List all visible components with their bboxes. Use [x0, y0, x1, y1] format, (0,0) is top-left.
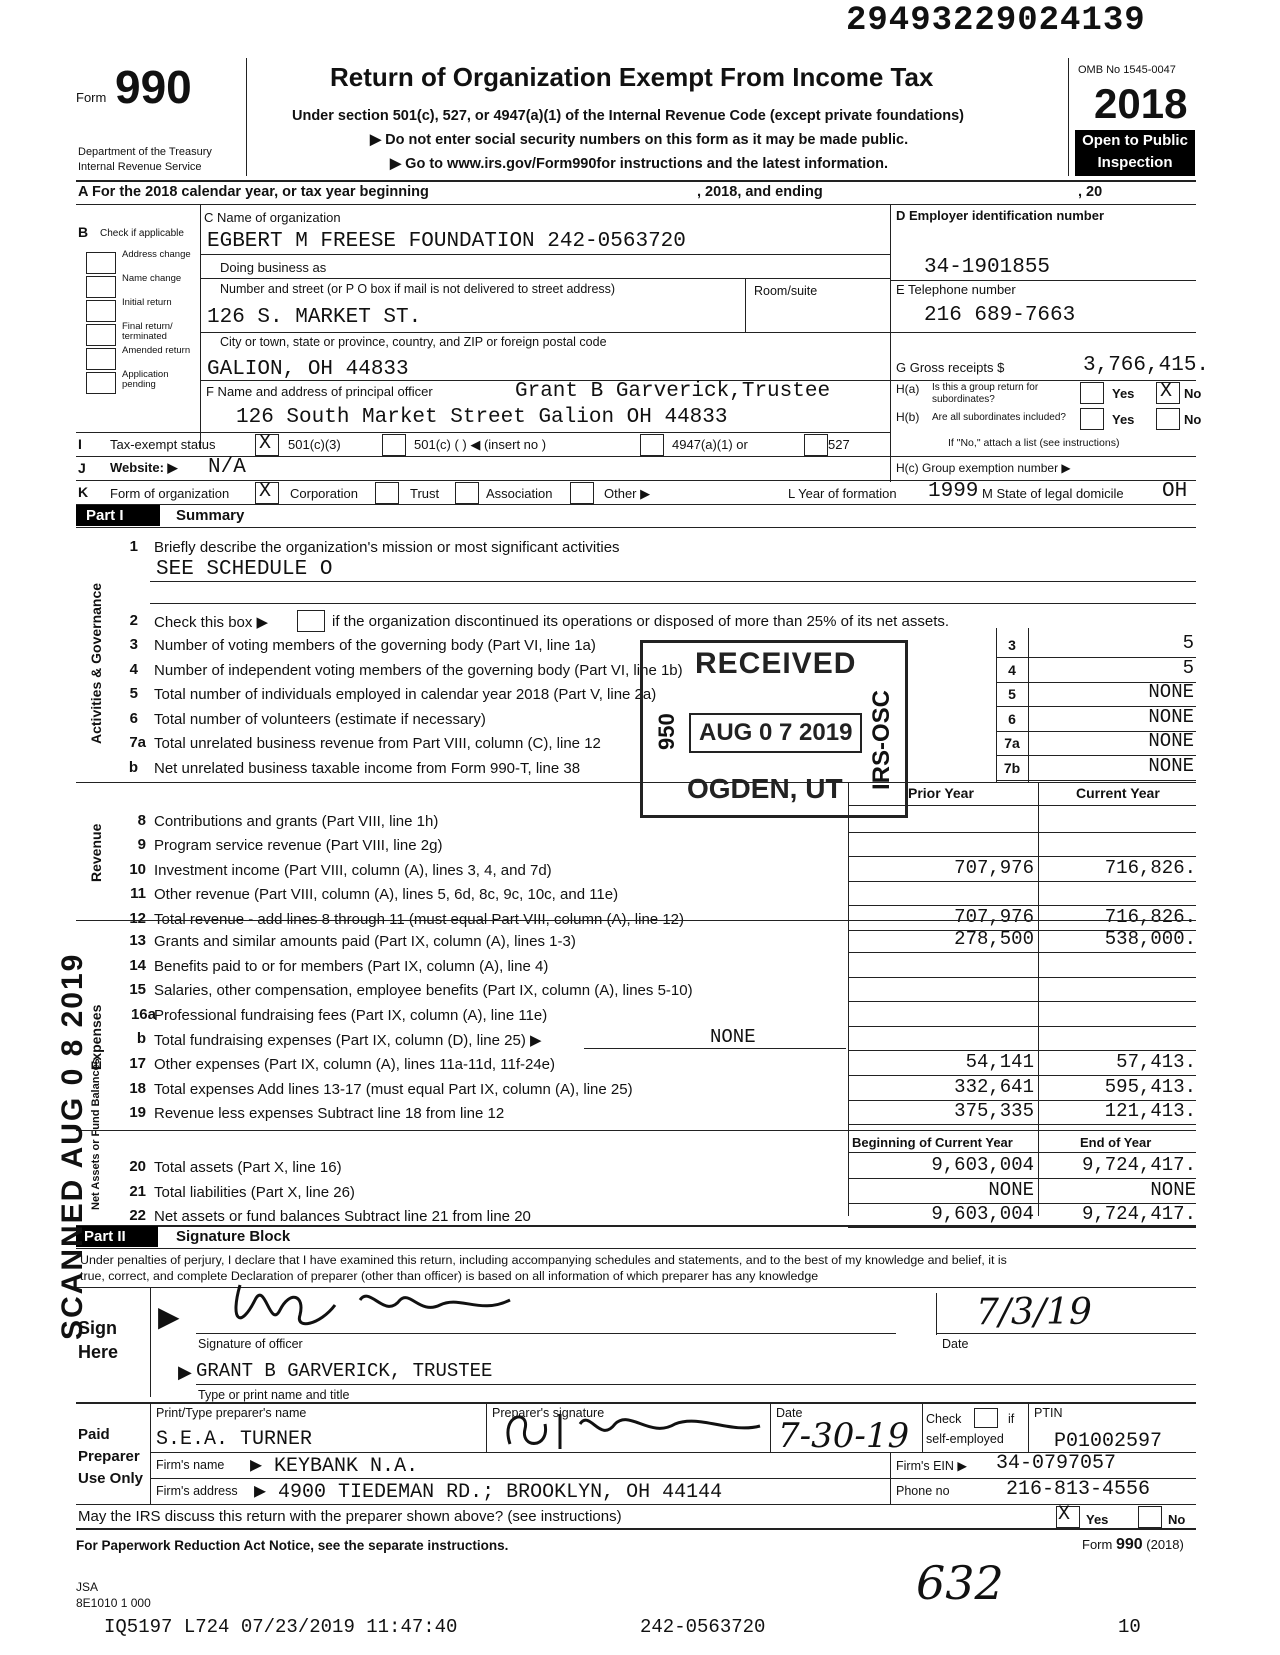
org-name: EGBERT M FREESE FOUNDATION 242-0563720	[207, 230, 686, 253]
other-label: Other ▶	[604, 486, 651, 501]
line-number: 17	[129, 1055, 146, 1072]
firm-address-label: Firm's address	[156, 1484, 238, 1498]
line2-number: 2	[129, 612, 138, 629]
self-employed-checkbox[interactable]	[974, 1408, 998, 1428]
gross-receipts-value: 3,766,415.	[1083, 354, 1210, 377]
year-formation-value: 1999	[928, 480, 979, 503]
jsa-label: JSA	[76, 1580, 99, 1594]
group-exemption-label: H(c) Group exemption number ▶	[896, 461, 1071, 475]
preparer-signature	[490, 1404, 770, 1454]
preparer-date: 7-30-19	[778, 1416, 910, 1456]
current-year-value: NONE	[1150, 1179, 1196, 1201]
signature-date: 7/3/19	[976, 1292, 1092, 1333]
line-number: 21	[129, 1183, 146, 1200]
line-text: Total fundraising expenses (Part IX, column (D), line 25) ▶	[154, 1032, 542, 1049]
current-year-value: 595,413.	[1104, 1076, 1196, 1098]
section-b-option: Application pending	[122, 369, 169, 390]
line-text: Number of independent voting members of the governing body (Part VI, line 1b)	[154, 662, 683, 679]
preparer-signature-label: Preparer's signature	[492, 1406, 605, 1420]
line-text: Net assets or fund balances Subtract line 21 from line 20	[154, 1208, 531, 1225]
phone-value: 216 689-7663	[924, 304, 1076, 327]
preparer-ptin: P01002597	[1054, 1430, 1163, 1453]
current-year-value: 716,826.	[1104, 906, 1196, 928]
website-value: N/A	[208, 456, 246, 479]
irs-label: Internal Revenue Service	[78, 161, 202, 173]
trust-label: Trust	[410, 486, 440, 501]
street-label: Number and street (or P O box if mail is not delivered to street address)	[220, 282, 616, 296]
self-employed-label: self-employed	[926, 1432, 1004, 1446]
city-label: City or town, state or province, country, and ZIP or foreign postal code	[220, 335, 607, 349]
section-b-option: Name change	[122, 273, 182, 284]
instructions-link: ▶ Go to www.irs.gov/Form990for instructions and the latest information.	[390, 156, 889, 172]
principal-officer-name: Grant B Garverick,Trustee	[515, 380, 831, 403]
prior-year-value: 332,641	[954, 1076, 1034, 1098]
signature-officer-label: Signature of officer	[198, 1337, 303, 1351]
prior-year-value: 707,976	[954, 906, 1034, 928]
row-divider	[848, 832, 1196, 833]
inline-underline	[584, 1048, 846, 1049]
side-label-revenue: Revenue	[88, 823, 104, 882]
firm-name: ▶ KEYBANK N.A.	[250, 1455, 419, 1478]
line-number: 19	[129, 1104, 146, 1121]
officer-name-title: GRANT B GARVERICK, TRUSTEE	[196, 1360, 493, 1382]
hb-no-box[interactable]	[1156, 408, 1180, 430]
side-label-net-assets: Net Assets or Fund Balances	[90, 1058, 102, 1210]
line-text: Contributions and grants (Part VIII, line 1h)	[154, 813, 439, 830]
form-number: 990	[115, 61, 192, 113]
ha-no-mark: X	[1160, 380, 1173, 403]
line-text: Total assets (Part X, line 16)	[154, 1159, 342, 1176]
line-text: Grants and similar amounts paid (Part IX, column (A), lines 1-3)	[154, 933, 576, 950]
line-text: Benefits paid to or for members (Part IX, column (A), line 4)	[154, 958, 549, 975]
corporation-mark: X	[259, 480, 272, 503]
row-a-text: A For the 2018 calendar year, or tax year beginning	[78, 184, 429, 200]
sign-arrow-icon: ▶	[158, 1301, 180, 1332]
org-name-label: C Name of organization	[204, 210, 341, 225]
preparer-name-label: Print/Type preparer's name	[156, 1406, 307, 1420]
status-527-label: 527	[828, 437, 850, 452]
box-column-divider	[996, 628, 997, 782]
line-value: NONE	[1148, 681, 1194, 703]
ha-yes-box[interactable]	[1080, 382, 1104, 404]
legal-domicile-value: OH	[1162, 480, 1188, 503]
discuss-no-box[interactable]	[1138, 1506, 1162, 1528]
phone-label: E Telephone number	[896, 282, 1016, 297]
line-number: 3	[129, 636, 138, 653]
current-year-value: 121,413.	[1104, 1100, 1196, 1122]
tax-year: 2018	[1094, 80, 1188, 127]
paperwork-notice: For Paperwork Reduction Act Notice, see the separate instructions.	[76, 1538, 509, 1553]
current-year-header: Current Year	[1076, 785, 1160, 801]
legal-domicile-label: M State of legal domicile	[982, 486, 1124, 501]
preparer-name: S.E.A. TURNER	[156, 1428, 313, 1451]
line1-value: SEE SCHEDULE O	[156, 558, 333, 581]
side-label-expenses: Expenses	[88, 1004, 104, 1070]
firm-name-label: Firm's name	[156, 1458, 225, 1472]
line-number: 13	[129, 932, 146, 949]
form-reference: Form 990 (2018)	[1082, 1536, 1184, 1553]
line-text: Program service revenue (Part VIII, line 2g)	[154, 837, 443, 854]
line-number: 22	[129, 1207, 146, 1224]
prior-year-value: NONE	[988, 1179, 1034, 1201]
section-b-checkbox[interactable]	[86, 276, 116, 298]
ha-yes-label: Yes	[1112, 386, 1135, 401]
current-year-value: 9,724,417.	[1081, 1203, 1196, 1225]
line-box-number: 4	[1008, 662, 1016, 678]
row-divider	[996, 780, 1196, 781]
ein-value: 34-1901855	[924, 256, 1051, 279]
line1-text: Briefly describe the organization's mission or most significant activities	[154, 539, 620, 556]
row-k-label: K	[78, 484, 89, 500]
part2-tag: Part II	[76, 1226, 158, 1247]
part2-title: Signature Block	[176, 1228, 291, 1245]
stamp-side-code: 950	[654, 713, 679, 750]
row-divider	[848, 881, 1196, 882]
row-divider	[848, 1026, 1196, 1027]
handwritten-number: 632	[916, 1556, 1004, 1610]
line-box-number: 7a	[1004, 735, 1020, 751]
form-title: Return of Organization Exempt From Income Tax	[330, 62, 934, 92]
line-box-number: 7b	[1003, 760, 1021, 776]
status-527-box[interactable]	[804, 434, 828, 456]
line2-text-b: if the organization discontinued its operations or disposed of more than 25% of its net assets.	[332, 613, 950, 630]
line-number: 15	[129, 981, 146, 998]
section-b-label: B	[78, 224, 89, 240]
line-box-number: 3	[1008, 637, 1016, 653]
row-j-label: J	[78, 460, 86, 476]
discuss-question: May the IRS discuss this return with the preparer shown above? (see instructions)	[78, 1508, 622, 1525]
line-text: Total revenue - add lines 8 through 11 (must equal Part VIII, column (A), line 12)	[154, 911, 684, 928]
line-value: NONE	[1148, 755, 1194, 777]
paid-label: Paid	[78, 1426, 110, 1443]
omb-number: OMB No 1545-0047	[1078, 64, 1176, 76]
part1-title: Summary	[176, 507, 245, 524]
status-4947-box[interactable]	[640, 434, 664, 456]
prior-year-value: 9,603,004	[931, 1203, 1034, 1225]
hb-no-note: If "No," attach a list (see instructions)	[948, 437, 1120, 449]
section-b-checkbox[interactable]	[86, 252, 116, 274]
ha-no-label: No	[1184, 386, 1202, 401]
status-501c-box[interactable]	[382, 434, 406, 456]
line-text: Net unrelated business taxable income from Form 990-T, line 38	[154, 760, 581, 777]
line-number: 18	[129, 1080, 146, 1097]
inline-value: NONE	[710, 1026, 756, 1048]
received-stamp: RECEIVED AUG 0 7 2019 OGDEN, UT	[640, 640, 908, 818]
ha-label: H(a)	[896, 382, 920, 396]
line-number: b	[128, 759, 138, 776]
hb-yes-box[interactable]	[1080, 408, 1104, 430]
use-only-label: Use Only	[78, 1470, 144, 1487]
document-control-number: 29493229024139	[846, 2, 1146, 40]
line-number: b	[136, 1030, 146, 1047]
row-divider	[848, 1001, 1196, 1002]
row-a-mid: , 2018, and ending	[697, 184, 823, 200]
discontinued-checkbox[interactable]	[297, 610, 325, 632]
other-box[interactable]	[570, 482, 594, 504]
form-of-org-label: Form of organization	[110, 486, 230, 501]
discuss-yes-label: Yes	[1086, 1512, 1109, 1527]
type-name-label: Type or print name and title	[198, 1388, 350, 1402]
firm-ein: 34-0797057	[996, 1452, 1117, 1475]
status-501c3-label: 501(c)(3)	[288, 437, 341, 452]
gross-receipts-label: G Gross receipts $	[896, 360, 1005, 375]
phone-no-label: Phone no	[896, 1484, 950, 1498]
current-year-value: 9,724,417.	[1081, 1154, 1196, 1176]
room-suite-label: Room/suite	[754, 284, 818, 298]
status-4947-label: 4947(a)(1) or	[672, 437, 748, 452]
line-text: Revenue less expenses Subtract line 18 from line 12	[154, 1105, 505, 1122]
line-text: Total number of volunteers (estimate if necessary)	[154, 711, 486, 728]
perjury-statement-2: true, correct, and complete Declaration of preparer (other than officer) is based on all information of which preparer has any knowledge	[80, 1269, 819, 1283]
section-b-checkbox[interactable]	[86, 300, 116, 322]
line-value: NONE	[1148, 730, 1194, 752]
prior-year-value: 9,603,004	[931, 1154, 1034, 1176]
row-i-label: I	[78, 436, 82, 452]
end-year-header: End of Year	[1080, 1135, 1152, 1150]
principal-officer-label: F Name and address of principal officer	[206, 384, 433, 399]
dba-label: Doing business as	[220, 260, 327, 275]
line-text: Number of voting members of the governing body (Part VI, line 1a)	[154, 637, 596, 654]
trust-box[interactable]	[375, 482, 399, 504]
line-number: 9	[137, 836, 146, 853]
if-label: if	[1008, 1412, 1015, 1426]
preparer-label: Preparer	[78, 1448, 140, 1465]
department-label: Department of the Treasury	[78, 146, 212, 158]
association-box[interactable]	[455, 482, 479, 504]
perjury-statement-1: Under penalties of perjury, I declare that I have examined this return, including accompanying schedules and statements, and to the best of my knowledge and belief, it is	[80, 1253, 1007, 1267]
line-number: 4	[129, 661, 138, 678]
hb-label: H(b)	[896, 410, 920, 424]
current-year-value: 716,826.	[1104, 857, 1196, 879]
street-address: 126 S. MARKET ST.	[207, 306, 422, 329]
section-b-option: Address change	[122, 249, 191, 260]
line-text: Total unrelated business revenue from Part VIII, column (C), line 12	[154, 735, 601, 752]
status-501c3-mark: X	[259, 432, 272, 455]
section-b-checkbox[interactable]	[86, 324, 116, 346]
line-text: Other revenue (Part VIII, column (A), lines 5, 6d, 8c, 9c, 10c, and 11e)	[154, 886, 619, 903]
ha-question: Is this a group return for subordinates?	[932, 382, 1039, 405]
discuss-yes-mark: X	[1058, 1503, 1071, 1526]
check-if-applicable: Check if applicable	[100, 228, 184, 239]
line-number: 5	[129, 685, 138, 702]
beginning-year-header: Beginning of Current Year	[852, 1135, 1013, 1150]
check-label: Check	[926, 1412, 962, 1426]
here-label: Here	[78, 1342, 119, 1362]
prior-year-value: 54,141	[965, 1051, 1034, 1073]
line-text: Salaries, other compensation, employee benefits (Part IX, column (A), lines 5-10)	[154, 982, 693, 999]
association-label: Association	[486, 486, 553, 501]
row-a-end: , 20	[1078, 184, 1103, 200]
batch-info: IQ5197 L724 07/23/2019 11:47:40	[104, 1616, 458, 1638]
line-text: Other expenses (Part IX, column (A), lines 11a-11d, 11f-24e)	[154, 1056, 556, 1073]
preparer-phone: 216-813-4556	[1006, 1478, 1151, 1501]
date-label: Date	[942, 1337, 969, 1351]
type-arrow-icon: ▶	[178, 1362, 192, 1382]
line-number: 6	[129, 710, 138, 727]
preparer-date-label: Date	[776, 1406, 803, 1420]
hb-yes-label: Yes	[1112, 412, 1135, 427]
line-text: Professional fundraising fees (Part IX, column (A), line 11e)	[154, 1007, 548, 1024]
section-b-checkbox[interactable]	[86, 348, 116, 370]
prior-year-value: 707,976	[954, 857, 1034, 879]
officer-signature	[210, 1270, 540, 1340]
section-b-checkbox[interactable]	[86, 372, 116, 394]
line-text: Total liabilities (Part X, line 26)	[154, 1184, 355, 1201]
status-501c-label: 501(c) ( ) ◀ (insert no )	[414, 437, 547, 452]
line-value: 5	[1182, 657, 1194, 679]
stamp-irs-osc: IRS-OSC	[868, 689, 895, 790]
form-subtitle: Under section 501(c), 527, or 4947(a)(1) of the Internal Revenue Code (except private foundations)	[292, 108, 964, 124]
line-value: NONE	[1148, 706, 1194, 728]
prior-year-value: 375,335	[954, 1100, 1034, 1122]
line-value: 5	[1182, 632, 1194, 654]
row-divider	[848, 977, 1196, 978]
line-box-number: 6	[1008, 711, 1016, 727]
city-state-zip: GALION, OH 44833	[207, 358, 409, 381]
jsa-code: 8E1010 1 000	[76, 1596, 151, 1610]
row-divider	[848, 1227, 1196, 1228]
part1-tag: Part I	[76, 505, 160, 526]
hb-no-label: No	[1184, 412, 1202, 427]
ein-label: D Employer identification number	[896, 208, 1105, 223]
firm-ein-label: Firm's EIN ▶	[896, 1459, 968, 1473]
sign-label: Sign	[78, 1318, 117, 1338]
ssn-warning: ▶ Do not enter social security numbers on this form as it may be made public.	[370, 132, 909, 148]
line-number: 11	[130, 885, 146, 902]
bottom-ein: 242-0563720	[640, 1616, 766, 1638]
firm-address: ▶ 4900 TIEDEMAN RD.; BROOKLYN, OH 44144	[254, 1481, 723, 1504]
year-formation-label: L Year of formation	[788, 486, 897, 501]
value-column-divider	[1028, 628, 1029, 782]
prior-year-value: 278,500	[954, 928, 1034, 950]
line-number: 20	[129, 1158, 146, 1175]
current-year-value: 538,000.	[1104, 928, 1196, 950]
discuss-no-label: No	[1168, 1512, 1186, 1527]
form-word: Form	[76, 90, 107, 105]
line-number: 14	[129, 957, 146, 974]
corporation-label: Corporation	[290, 486, 358, 501]
line1-number: 1	[129, 538, 138, 555]
open-to-public-badge: Open to Public Inspection	[1075, 130, 1195, 176]
line-box-number: 5	[1008, 686, 1016, 702]
prior-year-header: Prior Year	[908, 785, 974, 801]
section-b-option: Initial return	[122, 297, 172, 308]
line-number: 10	[129, 861, 146, 878]
line-text: Total expenses Add lines 13-17 (must equal Part IX, column (A), line 25)	[154, 1081, 633, 1098]
ptin-label: PTIN	[1034, 1406, 1063, 1420]
principal-officer-address: 126 South Market Street Galion OH 44833	[236, 406, 728, 429]
line-number: 12	[129, 910, 146, 927]
page-number: 10	[1118, 1616, 1141, 1638]
line-number: 7a	[129, 734, 146, 751]
line-text: Investment income (Part VIII, column (A), lines 3, 4, and 7d)	[154, 862, 552, 879]
section-b-option: Amended return	[122, 345, 191, 356]
website-label: Website: ▶	[110, 460, 178, 475]
hb-question: Are all subordinates included?	[932, 412, 1066, 423]
line-text: Total number of individuals employed in calendar year 2018 (Part V, line 2a)	[154, 686, 657, 703]
side-label-governance: Activities & Governance	[88, 582, 104, 744]
line-number: 16a	[130, 1006, 156, 1023]
section-b-option: Final return/ terminated	[122, 321, 173, 342]
scanned-stamp: SCANNED AUG 0 8 2019	[56, 952, 89, 1340]
line2-text-a: Check this box ▶	[154, 614, 269, 631]
tax-exempt-status-label: Tax-exempt status	[110, 437, 216, 452]
current-year-value: 57,413.	[1116, 1051, 1196, 1073]
row-divider	[848, 952, 1196, 953]
row-divider	[848, 1124, 1196, 1125]
line-number: 8	[137, 812, 146, 829]
